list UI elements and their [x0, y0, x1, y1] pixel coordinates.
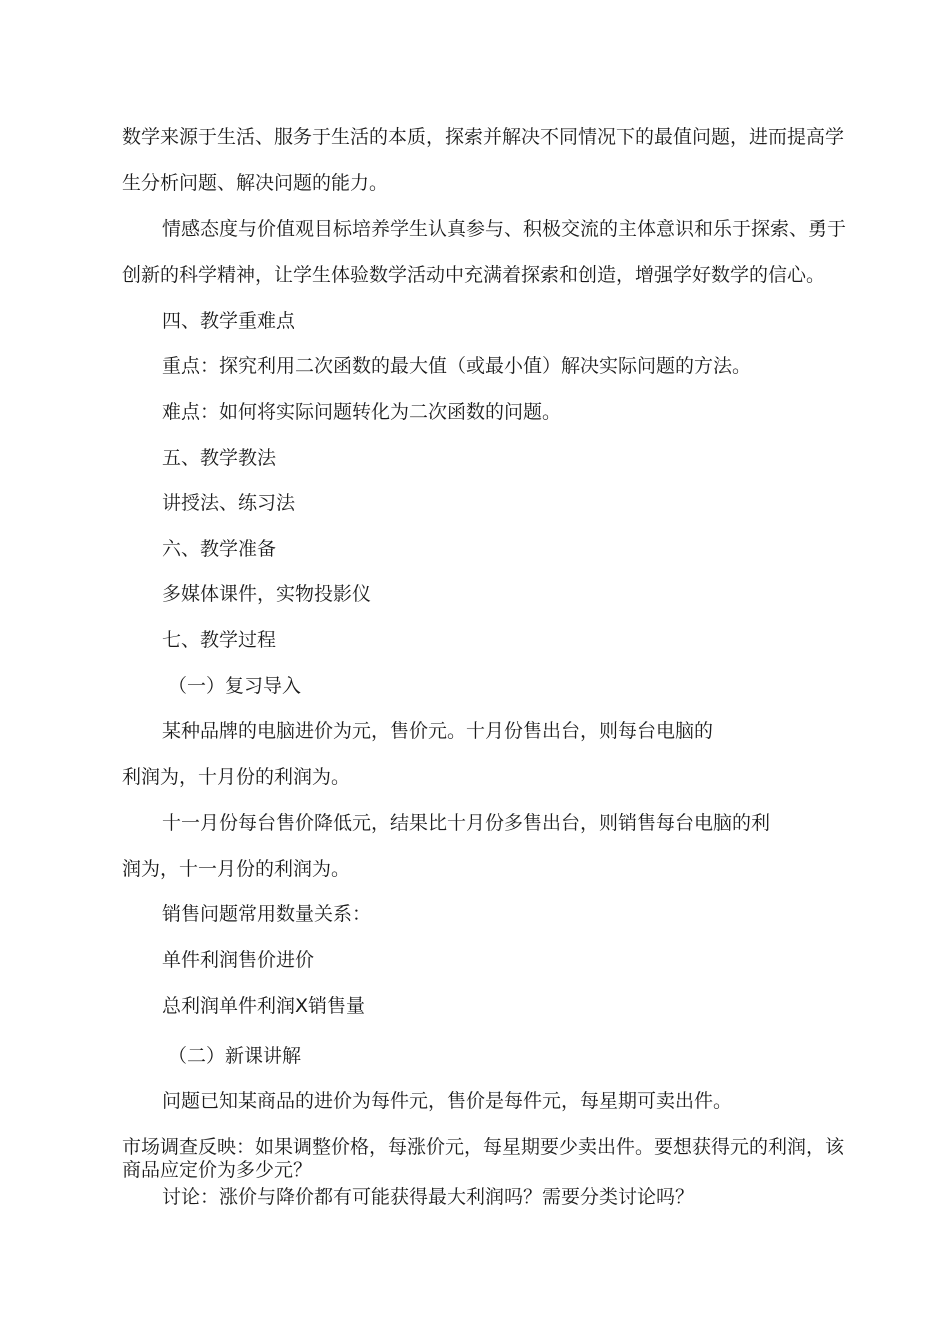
- body-text-line: 生分析问题、解决问题的能力。: [122, 172, 389, 194]
- body-text-line: 问题已知某商品的进价为每件元，售价是每件元，每星期可卖出件。: [162, 1090, 733, 1112]
- section-heading: 五、教学教法: [162, 447, 277, 469]
- body-text-line: 总利润单件利润X销售量: [162, 995, 366, 1017]
- body-text-line: 难点：如何将实际问题转化为二次函数的问题。: [162, 401, 562, 423]
- subsection-heading: （二）新课讲解: [168, 1045, 302, 1067]
- section-heading: 六、教学准备: [162, 538, 277, 560]
- body-text-line: 重点：探究利用二次函数的最大值（或最小值）解决实际问题的方法。: [162, 355, 752, 377]
- section-heading: 七、教学过程: [162, 629, 277, 651]
- body-text-line: 多媒体课件，实物投影仪: [162, 583, 372, 605]
- body-text-line: 十一月份每台售价降低元，结果比十月份多售出台，则销售每台电脑的利: [162, 812, 771, 834]
- subsection-heading: （一）复习导入: [168, 675, 302, 697]
- section-heading: 四、教学重难点: [162, 310, 296, 332]
- body-text-line: 创新的科学精神，让学生体验数学活动中充满着探索和创造，增强学好数学的信心。: [122, 264, 826, 286]
- body-text-line: 单件利润售价进价: [162, 949, 315, 971]
- body-text-line: 讲授法、练习法: [162, 492, 296, 514]
- body-text-line: 市场调查反映：如果调整价格，每涨价元，每星期要少卖出件。要想获得元的利润，该: [122, 1136, 845, 1158]
- body-text-line: 情感态度与价值观目标培养学生认真参与、积极交流的主体意识和乐于探索、勇于: [162, 218, 847, 240]
- body-text-line: 讨论：涨价与降价都有可能获得最大利润吗？需要分类讨论吗？: [162, 1186, 695, 1208]
- body-text-line: 商品应定价为多少元？: [122, 1159, 313, 1181]
- body-text-line: 润为，十一月份的利润为。: [122, 858, 351, 880]
- body-text-line: 某种品牌的电脑进价为元，售价元。十月份售出台，则每台电脑的: [162, 720, 714, 742]
- body-text-line: 销售问题常用数量关系：: [162, 903, 372, 925]
- body-text-line: 利润为，十月份的利润为。: [122, 766, 351, 788]
- body-text-line: 数学来源于生活、服务于生活的本质，探索并解决不同情况下的最值问题，进而提高学: [122, 126, 845, 148]
